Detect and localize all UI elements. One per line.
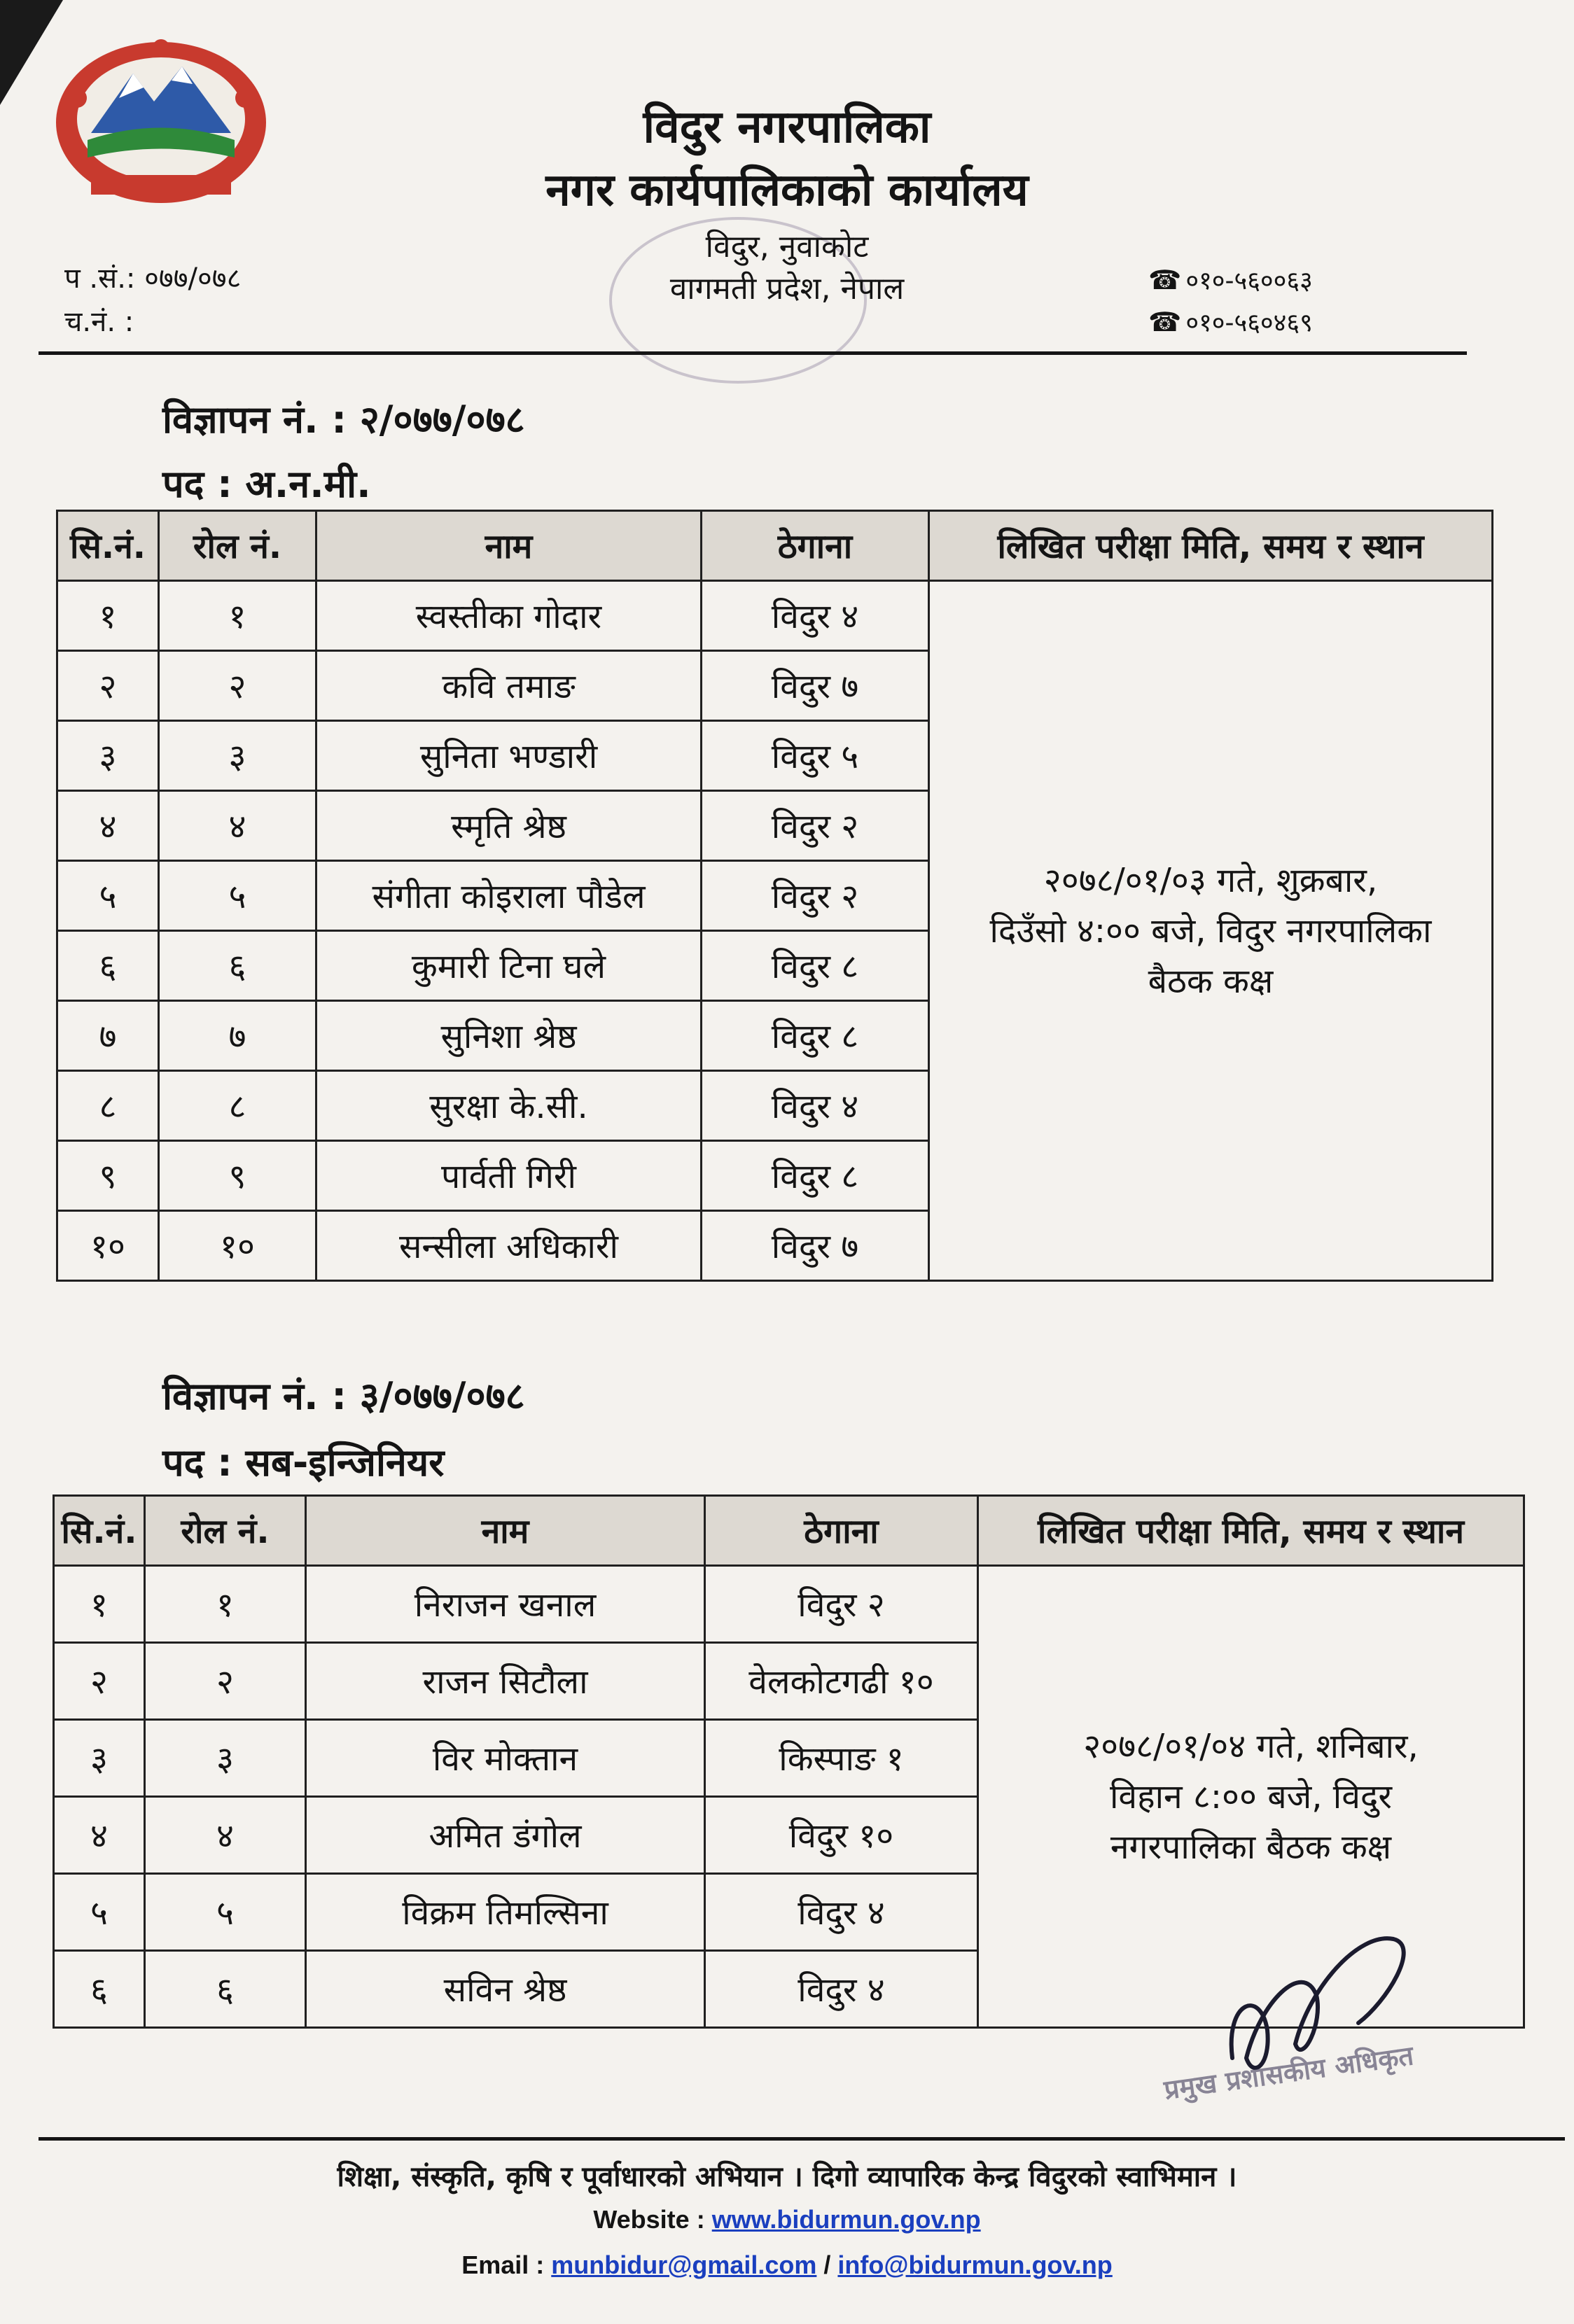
address-cell: विदुर २ [705,1566,978,1643]
email-link-2[interactable]: info@bidurmun.gov.np [837,2250,1113,2279]
address-cell: विदुर १० [705,1797,978,1874]
table-row [54,1566,1524,1643]
footer-divider [39,2137,1565,2141]
exam-schedule-line: दिउँसो ४:०० बजे, विदुर नगरपालिका [989,911,1432,951]
official-stamp-text: प्रमुख प्रशासकीय अधिकृत [1162,2040,1416,2106]
address-cell: विदुर ४ [702,581,929,651]
address-cell: विदुर २ [702,861,929,931]
serial-cell: २ [57,651,159,721]
serial-cell: ८ [57,1071,159,1141]
phone-1 [1148,262,1313,297]
roll-cell: ५ [159,861,316,931]
email-link-1[interactable]: munbidur@gmail.com [551,2250,817,2279]
serial-cell: ४ [54,1797,145,1874]
name-cell: सविन श्रेष्ठ [306,1951,705,2028]
website-label: Website : [593,2205,705,2234]
address-cell: विदुर ४ [705,1951,978,2028]
serial-cell: १० [57,1211,159,1281]
serial-cell: ६ [57,931,159,1001]
exam-schedule-line: २०७८/०१/०३ गते, शुक्रबार, [1043,860,1378,900]
roll-cell: १ [145,1566,306,1643]
address-cell: विदुर ४ [705,1874,978,1951]
roll-cell: ३ [159,721,316,791]
exam-schedule-line: नगरपालिका बैठक कक्ष [1110,1827,1392,1867]
exam-schedule-cell [929,581,1493,1281]
address-cell: विदुर ७ [702,651,929,721]
address-cell: विदुर २ [702,791,929,861]
section2-post: पद : सब-इन्जिनियर [162,1441,445,1485]
email-separator: / [823,2250,831,2279]
serial-cell: ७ [57,1001,159,1071]
col-address: ठेगाना [702,511,929,581]
roll-cell: ७ [159,1001,316,1071]
roll-cell: २ [145,1643,306,1720]
section1-post: पद : अ.न.मी. [162,462,371,506]
dispatch-number: च.नं. : [64,306,134,338]
section1-ad-number: विज्ञापन नं. : २/०७७/०७८ [162,398,525,442]
exam-schedule-line: २०७८/०१/०४ गते, शनिबार, [1083,1726,1419,1766]
roll-cell: ४ [145,1797,306,1874]
col-exam: लिखित परीक्षा मिति, समय र स्थान [929,511,1493,581]
col-name: नाम [316,511,702,581]
name-cell: कुमारी टिना घले [316,931,702,1001]
serial-cell: ९ [57,1141,159,1211]
roll-cell: २ [159,651,316,721]
reference-number: प .सं.: ०७७/०७८ [64,262,242,295]
name-cell: सुरक्षा के.सी. [316,1071,702,1141]
serial-cell: ६ [54,1951,145,2028]
email-label: Email : [461,2250,545,2279]
name-cell: कवि तमाङ [316,651,702,721]
office-subtitle: नगर कार्यपालिकाको कार्यालय [545,164,1029,216]
section1-table [56,510,1493,1282]
phone-2 [1148,304,1313,339]
col-exam: लिखित परीक्षा मिति, समय र स्थान [978,1496,1524,1566]
roll-cell: ६ [145,1951,306,2028]
office-location: विदुर, नुवाकोट [705,229,869,265]
table-header-row [57,511,1493,581]
address-cell: किस्पाङ १ [705,1720,978,1797]
serial-cell: १ [54,1566,145,1643]
section2-ad-number: विज्ञापन नं. : ३/०७७/०७८ [162,1374,525,1418]
roll-cell: ९ [159,1141,316,1211]
serial-cell: ३ [57,721,159,791]
roll-cell: ५ [145,1874,306,1951]
footer-slogan: शिक्षा, संस्कृति, कृषि र पूर्वाधारको अभियान । दिगो व्यापारिक केन्द्र विदुरको स्वाभिमान । [337,2161,1237,2193]
footer-email [0,2250,1574,2280]
name-cell: अमित डंगोल [306,1797,705,1874]
roll-cell: ८ [159,1071,316,1141]
col-roll: रोल नं. [145,1496,306,1566]
name-cell: पार्वती गिरी [316,1141,702,1211]
table-header-row [54,1496,1524,1566]
phone-1-number: ०१०-५६००६३ [1185,267,1313,295]
phone-2-number: ०१०-५६०४६९ [1185,309,1313,337]
name-cell: निराजन खनाल [306,1566,705,1643]
address-cell: वेलकोटगढी १० [705,1643,978,1720]
serial-cell: २ [54,1643,145,1720]
name-cell: सन्सीला अधिकारी [316,1211,702,1281]
col-roll: रोल नं. [159,511,316,581]
address-cell: विदुर ८ [702,1001,929,1071]
name-cell: विक्रम तिमल्सिना [306,1874,705,1951]
table-row [57,581,1493,651]
website-link[interactable]: www.bidurmun.gov.np [711,2205,981,2234]
telephone-icon: ☎ [1148,265,1182,295]
footer-website [0,2205,1574,2234]
name-cell: सुनिता भण्डारी [316,721,702,791]
roll-cell: ६ [159,931,316,1001]
address-cell: विदुर ४ [702,1071,929,1141]
col-address: ठेगाना [705,1496,978,1566]
name-cell: स्वस्तीका गोदार [316,581,702,651]
exam-schedule-line: बैठक कक्ष [1148,961,1274,1001]
roll-cell: १ [159,581,316,651]
name-cell: विर मोक्तान [306,1720,705,1797]
serial-cell: १ [57,581,159,651]
col-name: नाम [306,1496,705,1566]
telephone-icon: ☎ [1148,307,1182,337]
roll-cell: ३ [145,1720,306,1797]
address-cell: विदुर ५ [702,721,929,791]
address-cell: विदुर ७ [702,1211,929,1281]
serial-cell: ४ [57,791,159,861]
roll-cell: ४ [159,791,316,861]
name-cell: राजन सिटौला [306,1643,705,1720]
roll-cell: १० [159,1211,316,1281]
address-cell: विदुर ८ [702,1141,929,1211]
header-divider [39,351,1467,355]
name-cell: सुनिशा श्रेष्ठ [316,1001,702,1071]
col-serial: सि.नं. [57,511,159,581]
col-serial: सि.नं. [54,1496,145,1566]
address-cell: विदुर ८ [702,931,929,1001]
name-cell: स्मृति श्रेष्ठ [316,791,702,861]
exam-schedule-line: विहान ८:०० बजे, विदुर [1109,1777,1393,1816]
office-province: वागमती प्रदेश, नेपाल [669,271,905,307]
name-cell: संगीता कोइराला पौडेल [316,861,702,931]
office-name: विदुर नगरपालिका [643,102,931,153]
serial-cell: ५ [54,1874,145,1951]
serial-cell: ३ [54,1720,145,1797]
serial-cell: ५ [57,861,159,931]
